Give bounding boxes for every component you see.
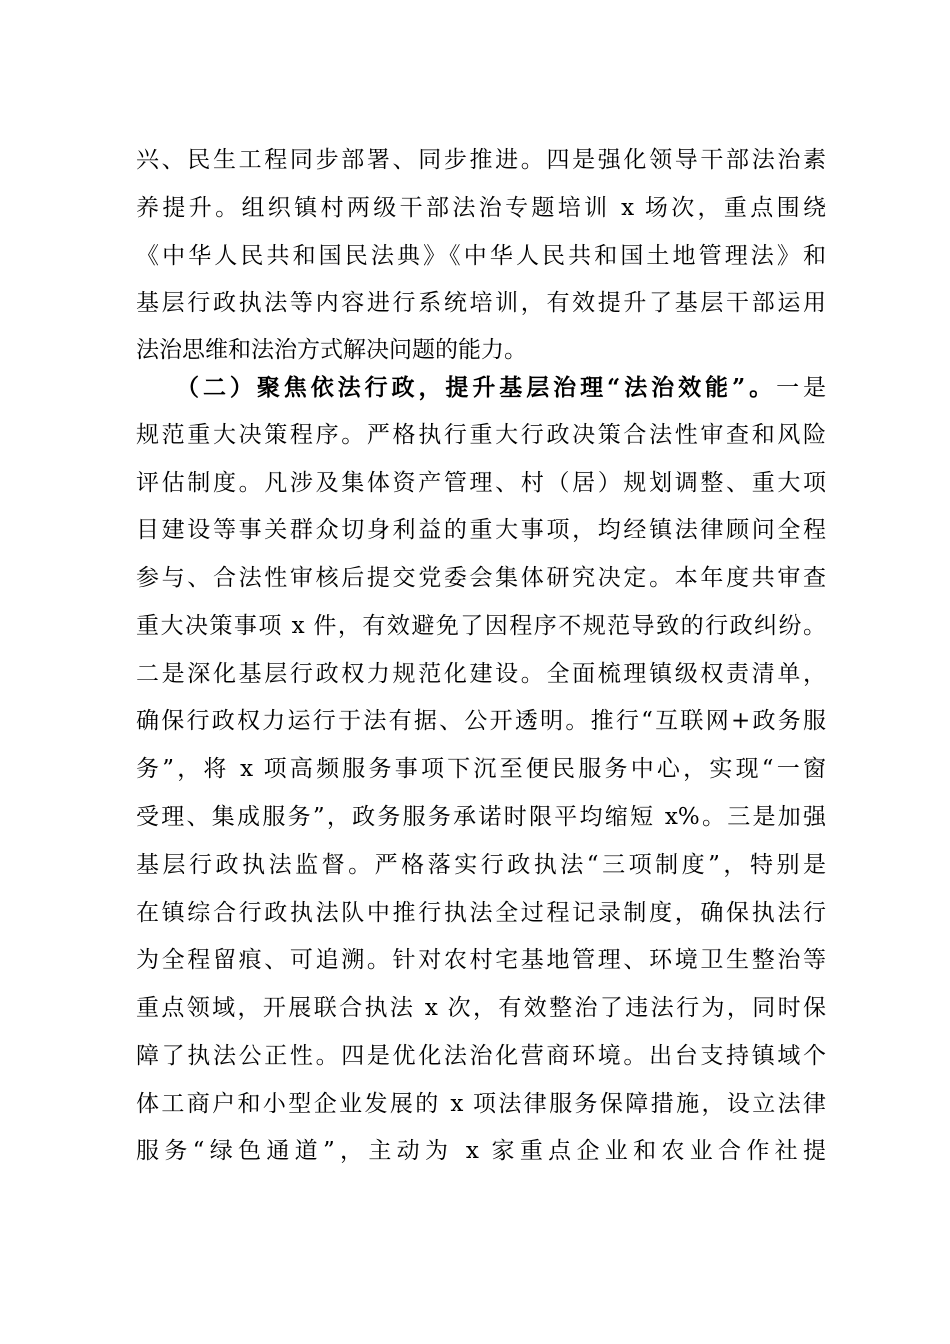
section-heading-line: [176, 372, 826, 404]
paragraph-line: 确保行政权力运行于法有据、公开透明。推行“互联网+政务服: [136, 708, 826, 734]
heading-line-rest: 一是: [776, 375, 827, 401]
paragraph-line: 兴、民生工程同步部署、同步推进。四是强化领导干部法治素: [136, 147, 826, 173]
paragraph-line: 参与、合法性审核后提交党委会集体研究决定。本年度共审查: [136, 565, 826, 591]
paragraph-line: 规范重大决策程序。严格执行重大行政决策合法性审查和风险: [136, 422, 826, 448]
paragraph-line: 法治思维和法治方式解决问题的能力。: [136, 337, 527, 363]
paragraph-line: 体工商户和小型企业发展的 x 项法律服务保障措施，设立法律: [136, 1091, 826, 1117]
section-heading: （二）聚焦依法行政，提升基层治理“法治效能”。: [176, 374, 777, 401]
paragraph-line: 务”，将 x 项高频服务事项下沉至便民服务中心，实现“一窗: [136, 756, 826, 782]
paragraph-line: 《中华人民共和国民法典》《中华人民共和国土地管理法》和: [136, 243, 826, 269]
paragraph-line: 障了执法公正性。四是优化法治化营商环境。出台支持镇域个: [136, 1043, 826, 1069]
paragraph-line: 基层行政执法等内容进行系统培训，有效提升了基层干部运用: [136, 290, 826, 316]
paragraph-line: 为全程留痕、可追溯。针对农村宅基地管理、环境卫生整治等: [136, 947, 826, 973]
paragraph-line: 在镇综合行政执法队中推行执法全过程记录制度，确保执法行: [136, 900, 826, 926]
paragraph-line: 重点领域，开展联合执法 x 次，有效整治了违法行为，同时保: [136, 995, 826, 1021]
paragraph-line: 服务“绿色通道”，主动为 x 家重点企业和农业合作社提: [136, 1138, 826, 1164]
paragraph-line: 受理、集成服务”，政务服务承诺时限平均缩短 x%。三是加强: [136, 804, 826, 830]
paragraph-line: 养提升。组织镇村两级干部法治专题培训 x 场次，重点围绕: [136, 195, 826, 221]
paragraph-line: 目建设等事关群众切身利益的重大事项，均经镇法律顾问全程: [136, 517, 826, 543]
paragraph-line: 评估制度。凡涉及集体资产管理、村（居）规划调整、重大项: [136, 470, 826, 496]
paragraph-line: 基层行政执法监督。严格落实行政执法“三项制度”，特别是: [136, 852, 826, 878]
paragraph-line: 二是深化基层行政权力规范化建设。全面梳理镇级权责清单，: [136, 661, 826, 687]
paragraph-line: 重大决策事项 x 件，有效避免了因程序不规范导致的行政纠纷。: [136, 613, 826, 639]
